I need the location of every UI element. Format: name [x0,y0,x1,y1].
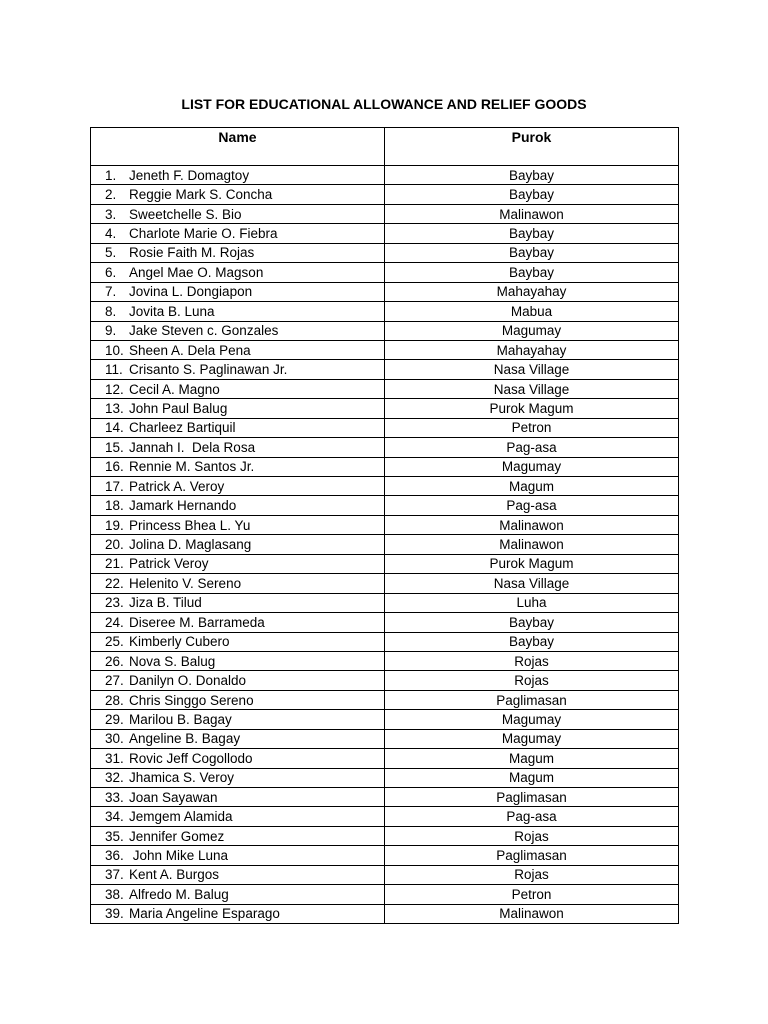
row-number: 36. [105,848,124,864]
name-cell [91,399,385,418]
purok-cell: Pag-asa [385,438,679,457]
name-cell [91,204,385,223]
table-row [91,263,679,282]
table-row [91,593,679,612]
table-row [91,826,679,845]
purok-cell: Nasa Village [385,574,679,593]
purok-cell: Malinawon [385,904,679,923]
name-cell [91,302,385,321]
purok-cell: Baybay [385,632,679,651]
name-cell [91,166,385,185]
table-row [91,399,679,418]
table-row [91,632,679,651]
name-cell [91,185,385,204]
beneficiary-name: Angel Mae O. Magson [129,264,264,280]
row-number: 29. [105,711,124,727]
table-row [91,651,679,670]
beneficiary-name: Kent A. Burgos [129,867,220,883]
purok-cell: Purok Magum [385,554,679,573]
purok-cell: Malinawon [385,204,679,223]
purok-cell: Petron [385,418,679,437]
beneficiary-name: Patrick Veroy [129,556,209,572]
purok-cell: Baybay [385,185,679,204]
purok-cell: Nasa Village [385,360,679,379]
table-row [91,457,679,476]
name-cell [91,788,385,807]
table-row [91,321,679,340]
name-cell [91,457,385,476]
beneficiary-name: Rovic Jeff Cogollodo [129,750,253,766]
name-cell [91,749,385,768]
row-number: 22. [105,575,124,591]
table-row [91,360,679,379]
row-number: 5. [105,245,117,261]
table-row [91,477,679,496]
row-number: 23. [105,595,124,611]
row-number: 6. [105,264,117,280]
beneficiary-name: Joan Sayawan [129,789,218,805]
purok-cell: Malinawon [385,535,679,554]
table-row [91,613,679,632]
name-cell [91,768,385,787]
row-number: 8. [105,303,117,319]
name-cell [91,243,385,262]
purok-cell: Magum [385,477,679,496]
table-row [91,574,679,593]
name-cell [91,632,385,651]
beneficiary-name: Charlote Marie O. Fiebra [129,226,278,242]
purok-cell: Magumay [385,729,679,748]
table-row [91,535,679,554]
row-number: 15. [105,439,124,455]
name-cell [91,340,385,359]
purok-cell: Luha [385,593,679,612]
name-cell [91,574,385,593]
beneficiary-table [90,127,679,924]
table-row [91,788,679,807]
row-number: 4. [105,226,117,242]
name-cell [91,593,385,612]
table-header-row [91,128,679,166]
beneficiary-name: Charleez Bartiquil [129,420,236,436]
beneficiary-name: Angeline B. Bagay [129,731,241,747]
purok-cell: Baybay [385,224,679,243]
row-number: 31. [105,750,124,766]
purok-cell: Rojas [385,651,679,670]
beneficiary-name: Jake Steven c. Gonzales [129,323,279,339]
column-header-name: Name [91,128,385,166]
beneficiary-name: Jamark Hernando [129,498,237,514]
beneficiary-name: Cecil A. Magno [129,381,220,397]
beneficiary-name: Maria Angeline Esparago [129,906,280,922]
beneficiary-name: Marilou B. Bagay [129,711,232,727]
row-number: 21. [105,556,124,572]
beneficiary-name: Jhamica S. Veroy [129,770,235,786]
beneficiary-name: Diseree M. Barrameda [129,614,265,630]
name-cell [91,418,385,437]
row-number: 26. [105,653,124,669]
row-number: 24. [105,614,124,630]
row-number: 20. [105,537,124,553]
beneficiary-name: Nova S. Balug [129,653,216,669]
row-number: 35. [105,828,124,844]
table-row [91,224,679,243]
table-row [91,166,679,185]
purok-cell: Paglimasan [385,788,679,807]
row-number: 19. [105,517,124,533]
row-number: 25. [105,634,124,650]
beneficiary-name: Alfredo M. Balug [129,886,229,902]
row-number: 39. [105,906,124,922]
name-cell [91,613,385,632]
row-number: 10. [105,342,124,358]
name-cell [91,438,385,457]
row-number: 30. [105,731,124,747]
beneficiary-name: Jeneth F. Domagtoy [129,167,250,183]
name-cell [91,651,385,670]
beneficiary-name: Jovina L. Dongiapon [129,284,253,300]
row-number: 34. [105,809,124,825]
beneficiary-name: John Paul Balug [129,400,228,416]
row-number: 32. [105,770,124,786]
table-row [91,496,679,515]
table-row [91,243,679,262]
purok-cell: Paglimasan [385,846,679,865]
purok-cell: Pag-asa [385,807,679,826]
name-cell [91,729,385,748]
beneficiary-name: Sheen A. Dela Pena [129,342,251,358]
table-row [91,690,679,709]
purok-cell: Malinawon [385,515,679,534]
row-number: 27. [105,673,124,689]
row-number: 33. [105,789,124,805]
purok-cell: Baybay [385,166,679,185]
row-number: 2. [105,187,117,203]
beneficiary-name: Jemgem Alamida [129,809,233,825]
beneficiary-name: Kimberly Cubero [129,634,230,650]
beneficiary-name: Rosie Faith M. Rojas [129,245,255,261]
name-cell [91,671,385,690]
beneficiary-name: Reggie Mark S. Concha [129,187,273,203]
beneficiary-name: Danilyn O. Donaldo [129,673,247,689]
name-cell [91,224,385,243]
beneficiary-name: Jannah I. Dela Rosa [129,439,256,455]
name-cell [91,865,385,884]
name-cell [91,477,385,496]
purok-cell: Baybay [385,243,679,262]
row-number: 17. [105,478,124,494]
purok-cell: Magum [385,768,679,787]
purok-cell: Baybay [385,263,679,282]
purok-cell: Mabua [385,302,679,321]
name-cell [91,826,385,845]
row-number: 18. [105,498,124,514]
purok-cell: Mahayahay [385,340,679,359]
purok-cell: Rojas [385,671,679,690]
beneficiary-name: Chris Singgo Sereno [129,692,254,708]
name-cell [91,904,385,923]
name-cell [91,515,385,534]
table-row [91,204,679,223]
purok-cell: Rojas [385,826,679,845]
row-number: 37. [105,867,124,883]
name-cell [91,690,385,709]
beneficiary-name: Jolina D. Maglasang [129,537,252,553]
table-row [91,807,679,826]
table-row [91,710,679,729]
table-row [91,846,679,865]
row-number: 13. [105,400,124,416]
table-row [91,379,679,398]
name-cell [91,710,385,729]
table-row [91,302,679,321]
table-row [91,340,679,359]
name-cell [91,321,385,340]
name-cell [91,263,385,282]
beneficiary-name: Helenito V. Sereno [129,575,242,591]
row-number: 38. [105,886,124,902]
name-cell [91,807,385,826]
beneficiary-name: Patrick A. Veroy [129,478,225,494]
table-row [91,865,679,884]
purok-cell: Purok Magum [385,399,679,418]
beneficiary-name: Rennie M. Santos Jr. [129,459,255,475]
purok-cell: Magumay [385,710,679,729]
table-body [91,166,679,924]
purok-cell: Magumay [385,457,679,476]
purok-cell: Rojas [385,865,679,884]
table-row [91,418,679,437]
purok-cell: Magum [385,749,679,768]
name-cell [91,535,385,554]
beneficiary-name: Sweetchelle S. Bio [129,206,242,222]
purok-cell: Mahayahay [385,282,679,301]
row-number: 3. [105,206,117,222]
beneficiary-name: Jiza B. Tilud [129,595,202,611]
name-cell [91,885,385,904]
row-number: 7. [105,284,117,300]
purok-cell: Baybay [385,613,679,632]
table-row [91,749,679,768]
beneficiary-name: Jennifer Gomez [129,828,225,844]
name-cell [91,282,385,301]
row-number: 28. [105,692,124,708]
table-row [91,768,679,787]
table-row [91,554,679,573]
beneficiary-name: Princess Bhea L. Yu [129,517,251,533]
row-number: 1. [105,167,117,183]
purok-cell: Petron [385,885,679,904]
beneficiary-name: Jovita B. Luna [129,303,215,319]
name-cell [91,496,385,515]
table-row [91,671,679,690]
beneficiary-name: Crisanto S. Paglinawan Jr. [129,362,288,378]
name-cell [91,554,385,573]
beneficiary-name: John Mike Luna [129,848,229,864]
table-row [91,729,679,748]
name-cell [91,379,385,398]
purok-cell: Nasa Village [385,379,679,398]
row-number: 14. [105,420,124,436]
row-number: 16. [105,459,124,475]
table-row [91,885,679,904]
purok-cell: Magumay [385,321,679,340]
purok-cell: Paglimasan [385,690,679,709]
name-cell [91,846,385,865]
table-row [91,282,679,301]
row-number: 12. [105,381,124,397]
row-number: 9. [105,323,117,339]
page-title: LIST FOR EDUCATIONAL ALLOWANCE AND RELIEF GOODS [181,96,587,112]
table-row [91,185,679,204]
row-number: 11. [105,362,123,378]
table-row [91,515,679,534]
table-row [91,904,679,923]
purok-cell: Pag-asa [385,496,679,515]
name-cell [91,360,385,379]
column-header-purok: Purok [385,128,679,166]
table-row [91,438,679,457]
